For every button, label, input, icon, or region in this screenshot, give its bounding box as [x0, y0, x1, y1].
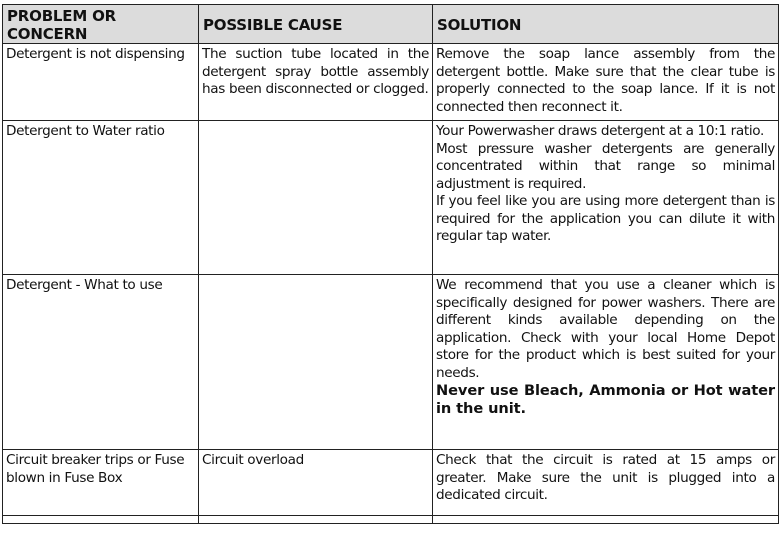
problem-cell: Detergent is not dispensing	[3, 44, 199, 121]
problem-cell: Circuit breaker trips or Fuse blown in Fuse Box	[3, 450, 199, 516]
solution-cell: Remove the soap lance assembly from the detergent bottle. Make sure that the clear tube is properly connected to the soap lance. If it is not connected then reconnect it.	[433, 44, 779, 121]
problem-cell: Detergent to Water ratio	[3, 121, 199, 275]
troubleshooting-table	[2, 4, 779, 524]
solution-cell	[433, 121, 779, 275]
cause-cell	[199, 275, 433, 450]
solution-cell	[433, 275, 779, 450]
header-solution: SOLUTION	[433, 5, 779, 44]
solution-paragraph: Most pressure washer detergents are generally concentrated within that range so minimal adjustment is required.	[436, 140, 775, 192]
header-cause: POSSIBLE CAUSE	[199, 5, 433, 44]
table-row	[3, 44, 779, 121]
table-row	[3, 450, 779, 516]
table-row	[3, 121, 779, 275]
table-header-row	[3, 5, 779, 44]
table-row	[3, 275, 779, 450]
solution-paragraph: If you feel like you are using more detergent than is required for the application you can dilute it with regular tap water.	[436, 193, 775, 244]
problem-cell: Detergent - What to use	[3, 275, 199, 450]
cause-cell-continuation	[199, 516, 433, 524]
warning-text: Never use Bleach, Ammonia or Hot water in the unit.	[436, 382, 775, 417]
cause-cell: Circuit overload	[199, 450, 433, 516]
table-row-continuation	[3, 516, 779, 524]
cause-cell	[199, 121, 433, 275]
solution-cell: Check that the circuit is rated at 15 amps or greater. Make sure the unit is plugged into a dedicated circuit.	[433, 450, 779, 516]
header-problem: PROBLEM OR CONCERN	[3, 5, 199, 44]
cause-cell: The suction tube located in the detergent spray bottle assembly has been disconnected or clogged.	[199, 44, 433, 121]
problem-cell-continuation	[3, 516, 199, 524]
solution-paragraph: We recommend that you use a cleaner which is specifically designed for power washers. There are different kinds available depending on the application. Check with your local Home Depot store for the product which is best suited for your needs.	[436, 277, 775, 381]
solution-paragraph: Your Powerwasher draws detergent at a 10:1 ratio.	[436, 123, 764, 139]
solution-cell-continuation	[433, 516, 779, 524]
